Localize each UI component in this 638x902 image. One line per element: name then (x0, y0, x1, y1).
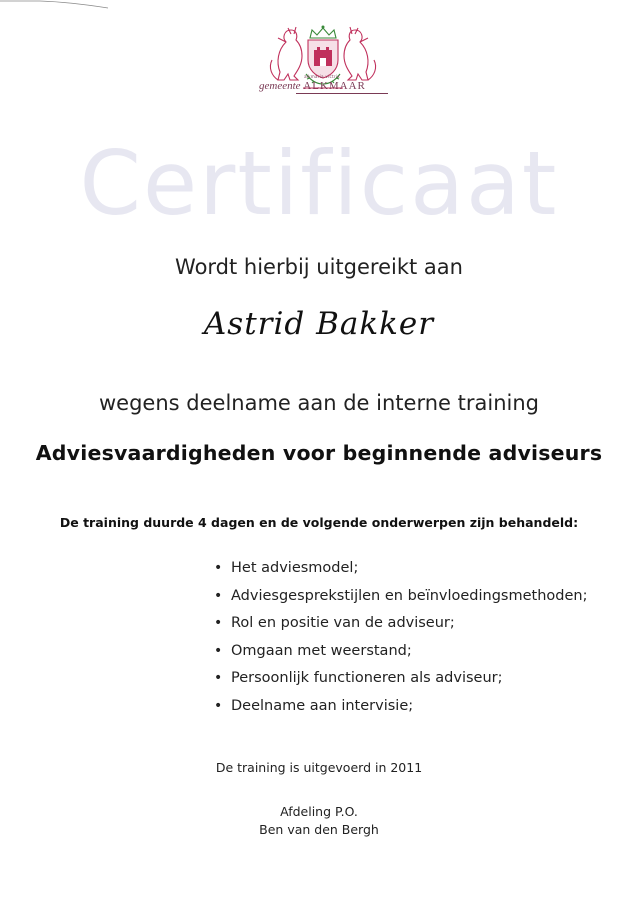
logo-municipality-name (259, 80, 389, 92)
scan-mark (0, 0, 110, 10)
topic-text: Rol en positie van de adviseur; (231, 615, 455, 632)
topic-item (214, 643, 587, 671)
completion-statement: De training is uitgevoerd in 2011 (215, 760, 423, 775)
certificate-watermark: Certificaat (79, 132, 559, 235)
bullet-icon: • (214, 615, 223, 632)
logo-motto: alkmaria victrix (304, 74, 340, 79)
course-title: Adviesvaardigheden voor beginnende adviseurs (35, 441, 603, 465)
department: Afdeling P.O. (280, 804, 358, 819)
topic-item (214, 588, 587, 616)
logo-gemeente: gemeente (259, 80, 301, 92)
recipient-name: Astrid Bakker (203, 306, 435, 342)
bullet-icon: • (214, 642, 223, 659)
topic-item (214, 698, 587, 726)
topics-list (214, 560, 587, 726)
topic-text: Het adviesmodel; (231, 560, 359, 576)
issued-statement: Wordt hierbij uitgereikt aan (175, 255, 463, 279)
bullet-icon: • (214, 697, 223, 714)
logo-city: ALKMAAR (303, 80, 366, 92)
bullet-icon: • (214, 670, 223, 687)
topic-text: Persoonlijk functioneren als adviseur; (231, 670, 503, 687)
topic-text: Adviesgesprekstijlen en beïnvloedingsmethoden; (231, 587, 588, 604)
bullet-icon: • (214, 587, 223, 604)
topics-intro: De training duurde 4 dagen en de volgende onderwerpen zijn behandeld: (59, 515, 579, 530)
bullet-icon: • (214, 560, 223, 576)
participation-statement: wegens deelname aan de interne training (99, 391, 539, 415)
topic-item (214, 560, 587, 588)
topic-item (214, 615, 587, 643)
topic-text: Deelname aan intervisie; (231, 697, 414, 714)
signatory-name: Ben van den Bergh (259, 822, 379, 837)
topic-text: Omgaan met weerstand; (231, 642, 412, 659)
topic-item (214, 670, 587, 698)
issuer-block (0, 803, 638, 839)
logo-underline (296, 93, 388, 94)
